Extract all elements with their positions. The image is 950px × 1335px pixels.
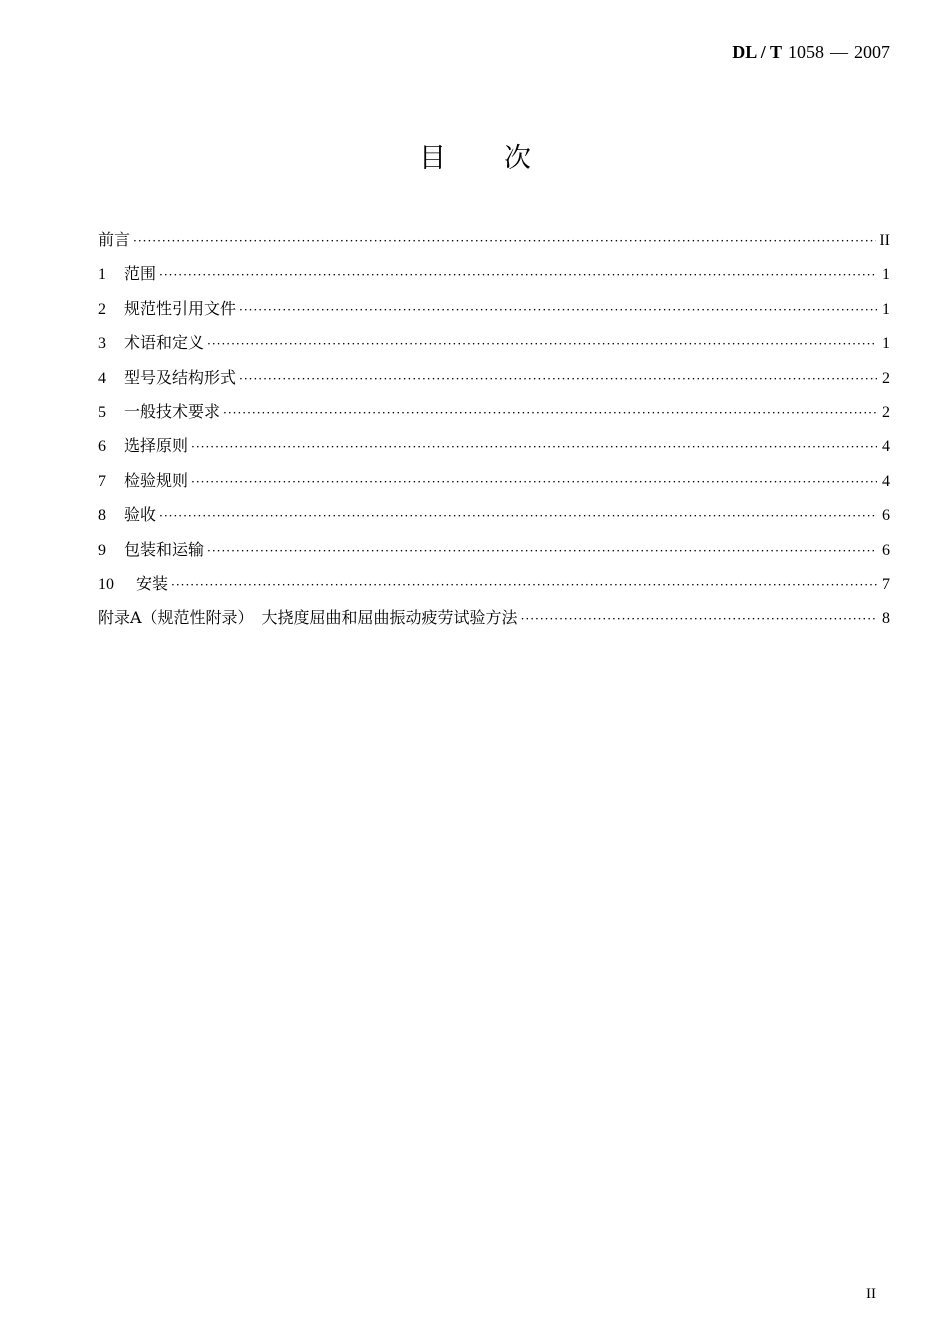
title-char-2: 次 <box>504 143 531 174</box>
toc-page-number: 6 <box>882 507 890 525</box>
toc-entry-9[interactable] <box>98 539 890 573</box>
toc-entry-8[interactable] <box>98 504 890 538</box>
toc-entry-5[interactable] <box>98 401 890 435</box>
toc-entry-label: 5 一般技术要求 <box>98 401 220 424</box>
toc-section-number: 10 <box>98 575 114 593</box>
toc-leader-dots <box>239 299 877 321</box>
toc-entry-annex-a[interactable] <box>98 607 890 641</box>
toc-entry-foreword[interactable] <box>98 229 890 263</box>
standard-code <box>732 42 890 63</box>
toc-entry-2[interactable] <box>98 298 890 332</box>
standard-prefix: DL / T <box>732 42 782 62</box>
toc-page-number: 6 <box>882 541 890 559</box>
toc-entry-label: 2 规范性引用文件 <box>98 298 236 321</box>
standard-dash: — <box>830 42 848 62</box>
toc-section-number: 6 <box>98 438 106 456</box>
toc-leader-dots <box>207 540 877 562</box>
toc-page-number: 4 <box>882 438 890 456</box>
toc-entry-label: 8 验收 <box>98 504 156 527</box>
toc-entry-label: 4 型号及结构形式 <box>98 367 236 390</box>
toc-leader-dots <box>191 471 877 493</box>
toc-leader-dots <box>171 574 877 596</box>
toc-section-number: 2 <box>98 300 106 318</box>
standard-year: 2007 <box>854 42 890 62</box>
toc-entry-label: 前言 <box>98 230 131 249</box>
toc-page-number: 7 <box>882 575 890 593</box>
toc-section-number: 4 <box>98 369 106 387</box>
toc-entry-10[interactable] <box>98 573 890 607</box>
toc-page-number: 2 <box>882 369 890 387</box>
toc-leader-dots <box>207 333 877 355</box>
toc-leader-dots <box>223 402 877 424</box>
toc-entry-label: 6 选择原则 <box>98 435 188 458</box>
toc-entry-7[interactable] <box>98 470 890 504</box>
toc-leader-dots <box>239 368 877 390</box>
toc-section-number: 1 <box>98 266 106 284</box>
toc-leader-dots <box>159 264 877 286</box>
toc-entry-1[interactable] <box>98 263 890 297</box>
toc-leader-dots <box>521 608 877 630</box>
toc-entry-3[interactable] <box>98 332 890 366</box>
toc-section-number: 9 <box>98 541 106 559</box>
toc-section-number: 5 <box>98 403 106 421</box>
toc-page-number: 1 <box>882 266 890 284</box>
toc-page-number: 4 <box>882 472 890 490</box>
toc-section-number: 3 <box>98 335 106 353</box>
standard-number: 1058 <box>788 42 824 62</box>
toc-entry-label: 附录A（规范性附录） 大挠度屈曲和屈曲振动疲劳试验方法 <box>98 608 518 628</box>
toc-entry-label: 10 安装 <box>98 573 168 596</box>
toc-entry-6[interactable] <box>98 435 890 469</box>
table-of-contents <box>98 229 890 642</box>
toc-page-number: II <box>879 232 890 249</box>
toc-entry-label: 9 包装和运输 <box>98 539 204 562</box>
toc-entry-4[interactable] <box>98 367 890 401</box>
toc-entry-label: 1 范围 <box>98 263 156 286</box>
toc-page-number: 1 <box>882 335 890 353</box>
toc-leader-dots <box>191 436 877 458</box>
toc-section-number: 7 <box>98 472 106 490</box>
toc-leader-dots <box>133 230 876 252</box>
footer-page-number: II <box>866 1286 876 1302</box>
toc-page-number: 1 <box>882 300 890 318</box>
toc-page-number: 2 <box>882 403 890 421</box>
toc-page-number: 8 <box>882 610 890 628</box>
toc-entry-label: 7 检验规则 <box>98 470 188 493</box>
title-char-1: 目 <box>419 143 446 174</box>
toc-entry-label: 3 术语和定义 <box>98 332 204 355</box>
toc-leader-dots <box>159 505 877 527</box>
page-title <box>0 136 950 175</box>
toc-section-number: 8 <box>98 507 106 525</box>
